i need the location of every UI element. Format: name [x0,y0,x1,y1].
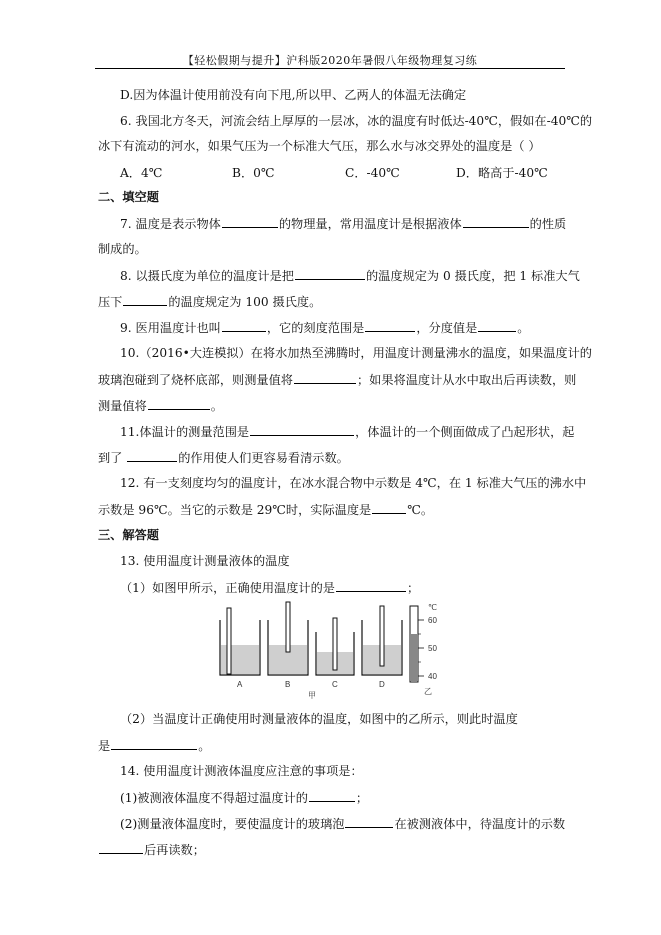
q8-blank-1[interactable] [295,267,365,280]
q13-blank-2[interactable] [111,737,197,750]
q14-text-p1b: ； [355,791,369,805]
q8-text-a: 8. 以摄氏度为单位的温度计是把 [120,269,294,283]
q10-text-line2b: ；如果将温度计从水中取出后再读数，则 [357,373,577,387]
q10-line-1: 10.（2016•大连模拟）在将水加热至沸腾时，用温度计测量沸水的温度，如果温度计的 [120,346,592,360]
q12-text-line2b: ℃。 [407,503,434,517]
q12-line-2 [98,501,433,518]
q14-blank-3[interactable] [99,841,143,854]
q14-text-p2a: (2)测量液体温度时，要使温度计的玻璃泡 [120,817,345,831]
q13-part-2-cont [98,737,210,754]
q6-option-d: D．略高于-40℃ [456,166,548,180]
q14-title: 14. 使用温度计测液体温度应注意的事项是： [120,764,363,778]
q13-text-p1a: （1）如图甲所示，正确使用温度计的是 [120,581,335,595]
q8-line-2 [98,293,321,310]
label-a: A [237,680,243,689]
tick-label-60: 60 [428,616,437,625]
q9-blank-3[interactable] [478,319,516,332]
q11-text-a: 11.体温计的测量范围是 [120,425,250,439]
q12-text-line2a: 示数是 96℃。当它的示数是 29℃时，实际温度是 [98,503,372,517]
q14-text-p1a: (1)被测液体温度不得超过温度计的 [120,791,308,805]
q6-option-b: B．0℃ [232,166,275,180]
beaker-b [268,602,308,675]
thermometer-scale [410,606,424,682]
q9-blank-1[interactable] [222,319,266,332]
q13-part-1 [120,579,419,596]
q6-option-c: C．-40℃ [345,166,400,180]
page-header: 【轻松假期与提升】沪科版2020年暑假八年级物理复习练 [182,54,478,67]
q7-line-2: 制成的。 [98,242,147,256]
tick-label-50: 50 [428,644,437,653]
q13-text-p2b-a: 是 [98,739,111,753]
q6-option-a: A．4℃ [120,166,163,180]
q11-line-1 [120,423,574,440]
label-c: C [332,680,338,689]
q7-text-a: 7. 温度是表示物体 [120,217,221,231]
q10-line-2 [98,371,576,388]
thermometer-figure [210,600,450,700]
header-rule [95,68,565,69]
q9-blank-2[interactable] [365,319,415,332]
q12-line-1: 12. 有一支刻度均匀的温度计，在冰水混合物中示数是 4℃，在 1 标准大气压的沸水中 [120,476,587,490]
q9-text-d: 。 [517,321,530,335]
label-yi: 乙 [424,687,432,696]
q13-title: 13. 使用温度计测量液体的温度 [120,554,290,568]
q11-text-line2b: 的作用使人们更容易看清示数。 [178,451,349,465]
q10-line-3 [98,397,223,414]
q14-blank-1[interactable] [309,789,355,802]
q13-text-p1b: ； [406,581,420,595]
q11-text-line2a: 到了 [98,451,127,465]
q10-text-line3a: 测量值将 [98,399,147,413]
scale-unit: ℃ [428,603,437,612]
q6-line-2: 冰下有流动的河水，如果气压为一个标准大气压，那么水与冰交界处的温度是（ ） [98,139,541,153]
q9-text-b: ，它的刻度范围是 [266,321,365,335]
q8-text-line2b: 的温度规定为 100 摄氏度。 [168,295,322,309]
section-3-title: 三、解答题 [98,528,159,542]
tick-label-40: 40 [428,672,437,681]
q14-text-p3: 后再读数； [144,843,205,857]
beaker-c [316,618,354,675]
q10-text-line3b: 。 [210,399,223,413]
q14-blank-2[interactable] [345,815,393,828]
q8-line-1 [120,267,580,284]
beaker-d [362,606,402,675]
q5-option-d: D.因为体温计使用前没有向下甩,所以甲、乙两人的体温无法确定 [120,88,467,102]
section-2-title: 二、填空题 [98,190,159,204]
q7-text-b: 的物理量，常用温度计是根据液体 [278,217,462,231]
q10-blank-2[interactable] [148,397,210,410]
q14-part-3 [98,841,205,858]
q6-line-1: 6. 我国北方冬天，河流会结上厚厚的一层冰，冰的温度有时低达-40℃，假如在-40℃的 [120,114,593,128]
q9-text-c: ，分度值是 [416,321,478,335]
q10-blank-1[interactable] [294,371,356,384]
q14-part-2 [120,815,565,832]
q11-blank-1[interactable] [250,423,354,436]
q8-text-b: 的温度规定为 0 摄氏度，把 1 标准大气 [365,269,580,283]
q7-line-1 [120,215,566,232]
q12-blank-1[interactable] [372,501,406,514]
q13-part-2: （2）当温度计正确使用时测量液体的温度，如图中的乙所示，则此时温度 [120,712,518,726]
q14-text-p2b: 在被测液体中，待温度计的示数 [394,817,566,831]
q10-text-line2a: 玻璃泡碰到了烧杯底部，则测量值将 [98,373,293,387]
label-d: D [379,680,385,689]
q7-blank-2[interactable] [463,215,529,228]
q13-text-p2b-b: 。 [198,739,211,753]
q8-blank-2[interactable] [123,293,167,306]
beaker-a [220,608,260,675]
label-jia: 甲 [308,691,316,700]
q14-part-1 [120,789,368,806]
q8-text-line2a: 压下 [98,295,123,309]
q11-text-b: ，体温计的一个侧面做成了凸起形状，起 [355,425,575,439]
q9-text-a: 9. 医用温度计也叫 [120,321,221,335]
q11-line-2 [98,449,349,466]
q11-blank-2[interactable] [127,449,177,462]
q7-blank-1[interactable] [222,215,278,228]
q9-line [120,319,529,336]
label-b: B [285,680,291,689]
q7-text-c: 的性质 [529,217,567,231]
q13-blank-1[interactable] [336,579,406,592]
figure-svg [210,600,450,700]
